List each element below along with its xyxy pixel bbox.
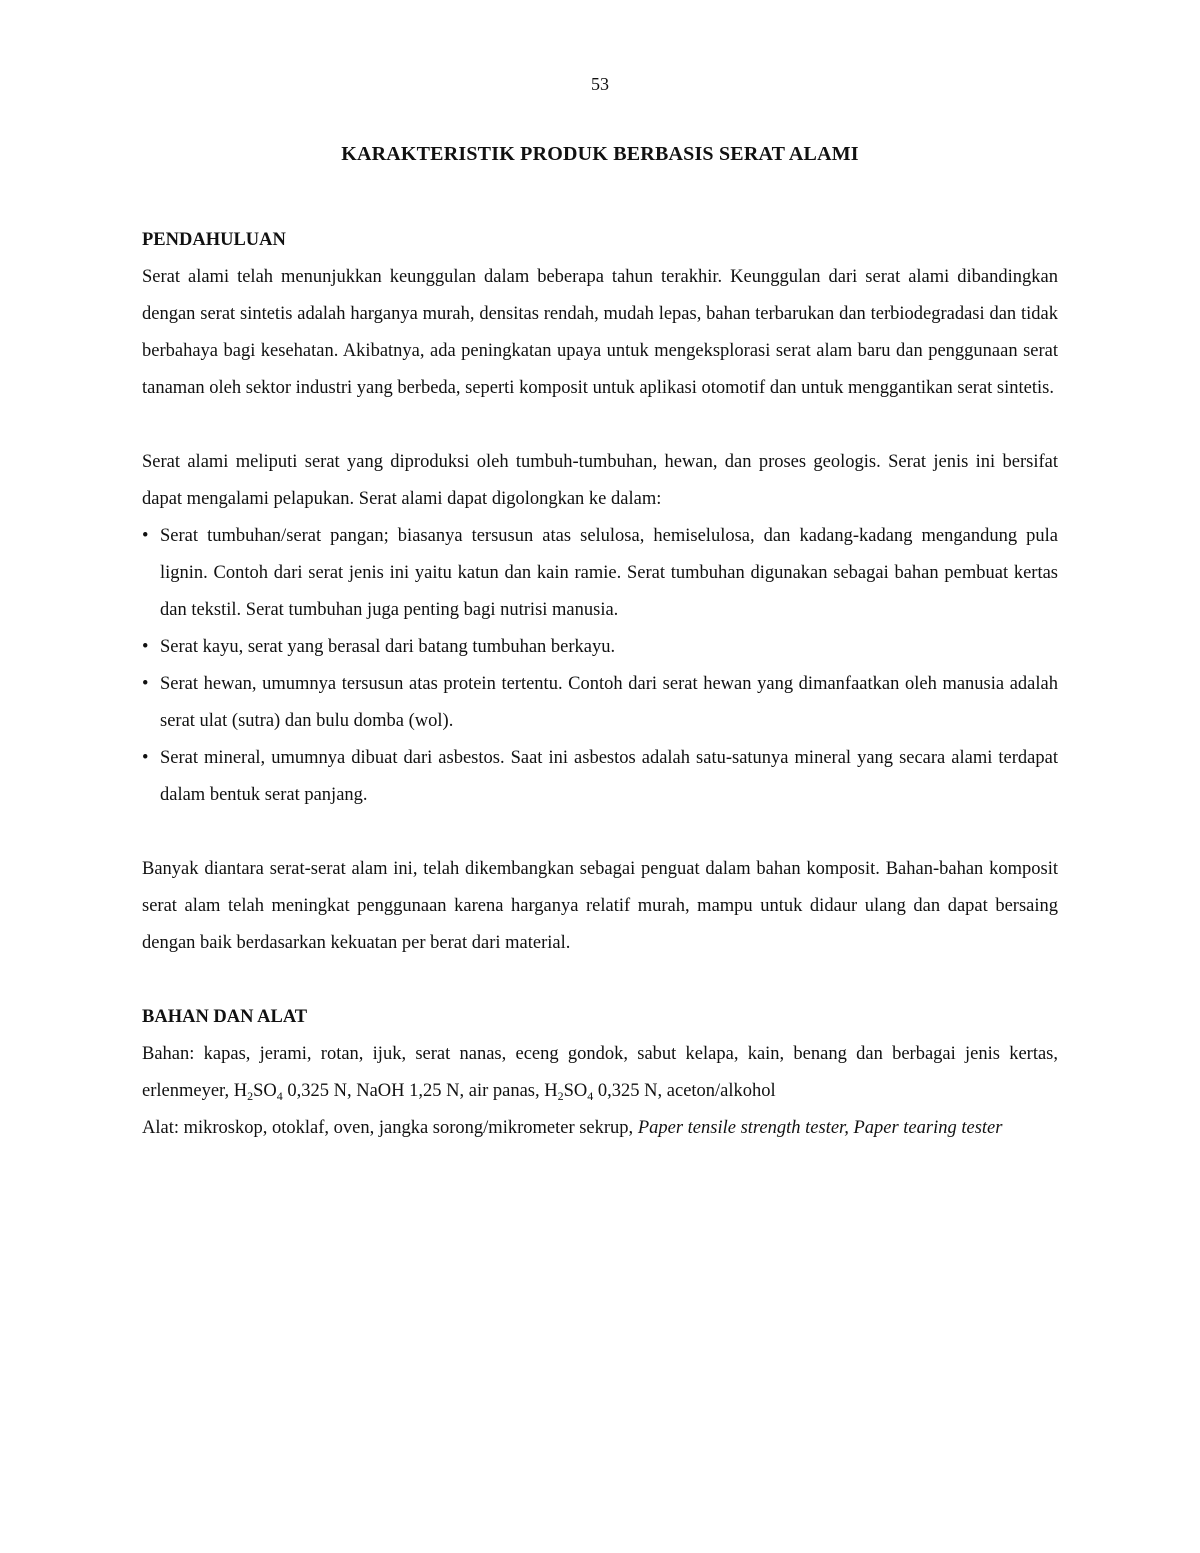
list-item-text: Serat tumbuhan/serat pangan; biasanya tersusun atas selulosa, hemiselulosa, dan kadang-kadang mengandung pula lignin. Contoh dari serat jenis ini yaitu katun dan kain ramie. Serat tumbuhan digunakan sebagai bahan pembuat kertas dan tekstil. Serat tumbuhan juga penting bagi nutrisi manusia. [160,526,1058,620]
paragraph-gap [142,962,1058,999]
list-item-plant-fiber [142,518,1058,629]
bahan-text-part-1: Bahan: kapas, jerami, rotan, ijuk, serat nanas, eceng gondok, sabut kelapa, kain, benang dan berbagai jenis kertas, erlenmeyer, H [142,1044,1058,1101]
paragraph-composites: Banyak diantara serat-serat alam ini, telah dikembangkan sebagai penguat dalam bahan komposit. Bahan-bahan komposit serat alam telah meningkat penggunaan karena harganya relatif murah, mampu untuk didaur ulang dan dapat bersaing dengan baik berdasarkan kekuatan per berat dari material. [142,859,1058,953]
fiber-type-list [142,518,1058,814]
subscript-2: 2 [557,1089,564,1103]
document-body [142,222,1058,1147]
list-item-wood-fiber [142,629,1058,666]
subscript-4: 4 [276,1089,283,1103]
list-item-mineral-fiber [142,740,1058,814]
paragraph-bahan [142,1036,1058,1110]
paragraph-alat [142,1110,1058,1147]
list-item-text: Serat mineral, umumnya dibuat dari asbestos. Saat ini asbestos adalah satu-satunya mineral yang secara alami terdapat dalam bentuk serat panjang. [160,748,1058,805]
list-item-animal-fiber [142,666,1058,740]
list-item-text: Serat kayu, serat yang berasal dari batang tumbuhan berkayu. [160,637,616,657]
page-number: 53 [591,74,609,94]
list-item-text: Serat hewan, umumnya tersusun atas protein tertentu. Contoh dari serat hewan yang dimanfaatkan oleh manusia adalah serat ulat (sutra) dan bulu domba (wol). [160,674,1058,731]
alat-text: Alat: mikroskop, otoklaf, oven, jangka sorong/mikrometer sekrup, [142,1118,638,1138]
bullet-icon: • [142,637,149,657]
so-text: SO [253,1081,277,1101]
section-heading-pendahuluan: PENDAHULUAN [142,230,286,250]
paragraph-gap [142,814,1058,851]
paragraph-classification: Serat alami meliputi serat yang diproduksi oleh tumbuh-tumbuhan, hewan, dan proses geologis. Serat jenis ini bersifat dapat mengalami pelapukan. Serat alami dapat digolongkan ke dalam: [142,452,1058,509]
bullet-icon: • [142,674,149,694]
subscript-2: 2 [247,1089,254,1103]
subscript-4: 4 [587,1089,594,1103]
bullet-icon: • [142,748,149,768]
bahan-text-part-3: 0,325 N, aceton/alkohol [593,1081,776,1101]
bahan-text-part-2: 0,325 N, NaOH 1,25 N, air panas, H [282,1081,558,1101]
bullet-icon: • [142,526,149,546]
alat-italic-text: Paper tensile strength tester, Paper tearing tester [637,1118,1003,1138]
paragraph-intro: Serat alami telah menunjukkan keunggulan dalam beberapa tahun terakhir. Keunggulan dari serat alami dibandingkan dengan serat sintetis adalah harganya murah, densitas rendah, mudah lepas, bahan terbarukan dan terbiodegradasi dan tidak berbahaya bagi kesehatan. Akibatnya, ada peningkatan upaya untuk mengeksplorasi serat alam baru dan penggunaan serat tanaman oleh sektor industri yang berbeda, seperti komposit untuk aplikasi otomotif dan untuk menggantikan serat sintetis. [142,267,1058,398]
document-title: KARAKTERISTIK PRODUK BERBASIS SERAT ALAMI [341,143,859,165]
section-heading-bahan-alat: BAHAN DAN ALAT [142,1007,308,1027]
paragraph-gap [142,407,1058,444]
so-text: SO [563,1081,588,1101]
